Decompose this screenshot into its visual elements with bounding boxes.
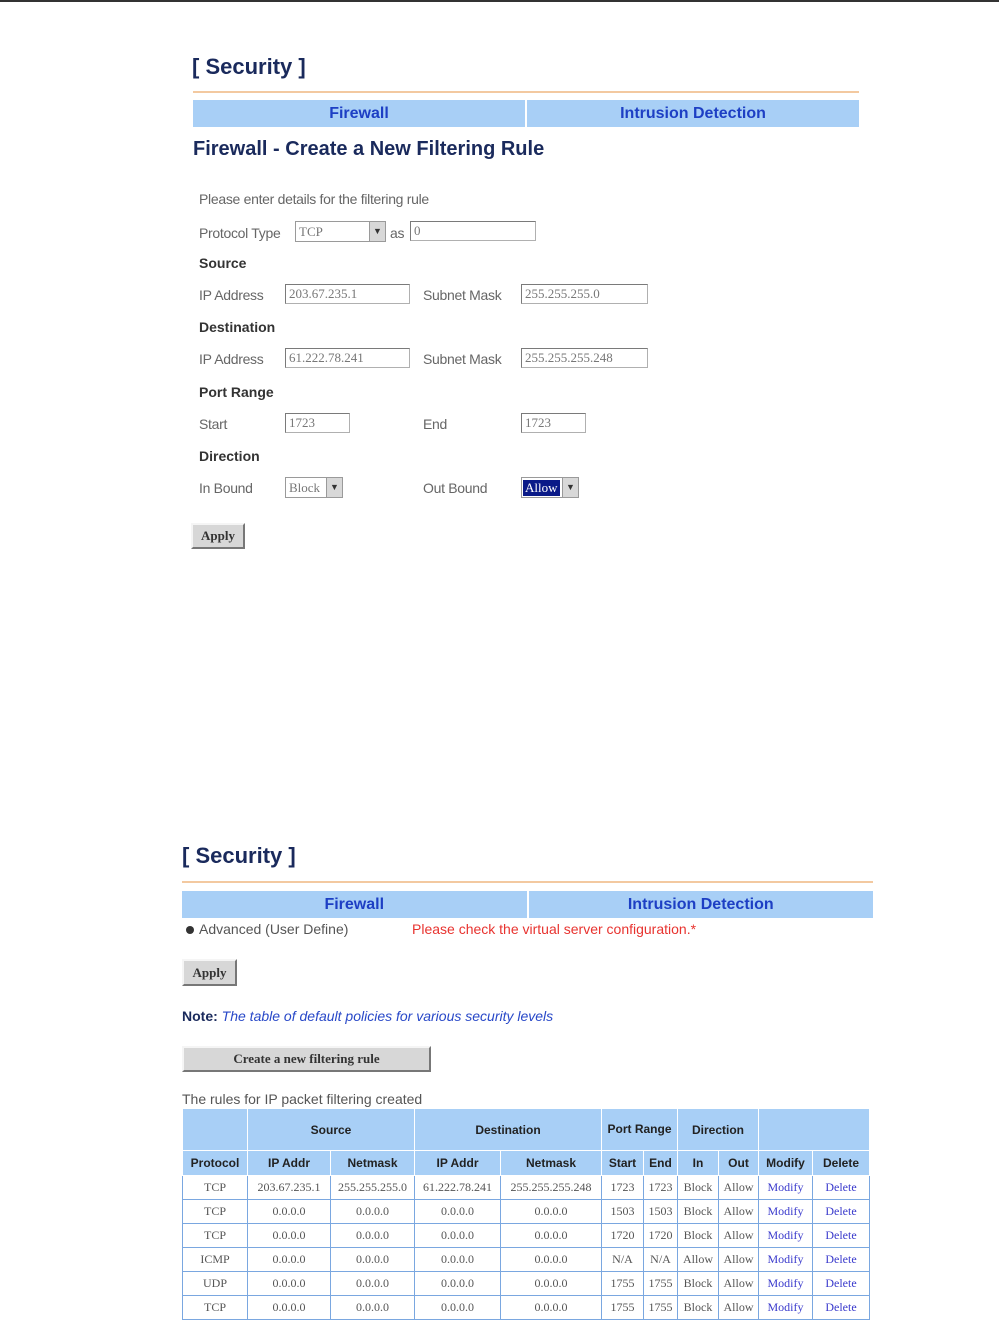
cell-dest-ip: 0.0.0.0	[415, 1248, 501, 1272]
delete-link[interactable]: Delete	[813, 1200, 870, 1224]
cell-dest-ip: 0.0.0.0	[415, 1272, 501, 1296]
delete-link[interactable]: Delete	[813, 1224, 870, 1248]
source-mask-input[interactable]: 255.255.255.0	[521, 284, 648, 304]
outbound-value: Allow	[525, 480, 558, 495]
table-row	[183, 1224, 870, 1248]
cell-direction-out: Allow	[719, 1248, 759, 1272]
cell-direction-in: Block	[678, 1296, 719, 1320]
cell-port-start: 1755	[602, 1296, 644, 1320]
empty-header-cell	[759, 1109, 870, 1151]
cell-direction-out: Allow	[719, 1200, 759, 1224]
section-title-bottom: [ Security ]	[182, 843, 296, 868]
modify-link[interactable]: Modify	[759, 1248, 813, 1272]
cell-direction-in: Allow	[678, 1248, 719, 1272]
source-ip-label: IP Address	[199, 287, 264, 303]
cell-source-ip: 0.0.0.0	[248, 1248, 331, 1272]
cell-direction-out: Allow	[719, 1296, 759, 1320]
source-group-header: Source	[248, 1109, 415, 1151]
modify-link[interactable]: Modify	[759, 1176, 813, 1200]
column-header-source-ip: IP Addr	[248, 1151, 331, 1176]
delete-link[interactable]: Delete	[813, 1272, 870, 1296]
source-mask-label: Subnet Mask	[423, 287, 502, 303]
start-port-input[interactable]: 1723	[285, 413, 350, 433]
start-port-label: Start	[199, 416, 228, 432]
cell-direction-out: Allow	[719, 1176, 759, 1200]
chevron-down-icon: ▼	[562, 478, 578, 497]
column-header-dest-netmask: Netmask	[501, 1151, 602, 1176]
column-header-direction-in: In	[678, 1151, 719, 1176]
cell-port-start: 1723	[602, 1176, 644, 1200]
default-policies-link[interactable]: The table of default policies for various security levels	[221, 1008, 554, 1024]
cell-source-netmask: 0.0.0.0	[331, 1248, 415, 1272]
column-header-dest-ip: IP Addr	[415, 1151, 501, 1176]
cell-protocol: TCP	[183, 1224, 248, 1248]
protocol-type-value: TCP	[299, 224, 323, 239]
cell-port-start: 1755	[602, 1272, 644, 1296]
table-row	[183, 1272, 870, 1296]
inbound-label: In Bound	[199, 480, 253, 496]
cell-direction-in: Block	[678, 1224, 719, 1248]
warning-message: Please check the virtual server configuration.*	[412, 921, 697, 937]
table-row	[183, 1296, 870, 1320]
dest-ip-input[interactable]: 61.222.78.241	[285, 348, 410, 368]
cell-dest-ip: 0.0.0.0	[415, 1296, 501, 1320]
destination-group-header: Destination	[415, 1109, 602, 1151]
source-ip-input[interactable]: 203.67.235.1	[285, 284, 410, 304]
cell-source-ip: 0.0.0.0	[248, 1296, 331, 1320]
cell-source-ip: 0.0.0.0	[248, 1200, 331, 1224]
cell-dest-ip: 61.222.78.241	[415, 1176, 501, 1200]
cell-port-start: 1503	[602, 1200, 644, 1224]
outbound-label: Out Bound	[423, 480, 488, 496]
apply-button-top[interactable]: Apply	[191, 523, 245, 549]
cell-protocol: TCP	[183, 1200, 248, 1224]
modify-link[interactable]: Modify	[759, 1296, 813, 1320]
tab-bar-top	[193, 100, 859, 127]
chevron-down-icon: ▼	[326, 478, 342, 497]
cell-protocol: ICMP	[183, 1248, 248, 1272]
protocol-number-input[interactable]: 0	[410, 221, 536, 241]
cell-dest-netmask: 0.0.0.0	[501, 1272, 602, 1296]
cell-dest-ip: 0.0.0.0	[415, 1200, 501, 1224]
cell-dest-netmask: 0.0.0.0	[501, 1224, 602, 1248]
end-port-input[interactable]: 1723	[521, 413, 586, 433]
cell-source-ip: 0.0.0.0	[248, 1272, 331, 1296]
port-range-group-header: Port Range	[602, 1109, 678, 1151]
note-line	[182, 1008, 553, 1024]
cell-protocol: TCP	[183, 1296, 248, 1320]
radio-label: Advanced (User Define)	[199, 921, 349, 937]
cell-dest-ip: 0.0.0.0	[415, 1224, 501, 1248]
column-header-delete: Delete	[813, 1151, 870, 1176]
divider-top	[193, 91, 859, 93]
port-range-heading: Port Range	[199, 384, 274, 400]
cell-dest-netmask: 0.0.0.0	[501, 1248, 602, 1272]
create-filtering-rule-button[interactable]: Create a new filtering rule	[182, 1046, 431, 1072]
delete-link[interactable]: Delete	[813, 1176, 870, 1200]
cell-dest-netmask: 255.255.255.248	[501, 1176, 602, 1200]
modify-link[interactable]: Modify	[759, 1272, 813, 1296]
cell-source-netmask: 255.255.255.0	[331, 1176, 415, 1200]
divider-bottom	[182, 881, 873, 883]
note-label: Note:	[182, 1008, 218, 1024]
cell-port-end: 1755	[644, 1296, 678, 1320]
cell-source-netmask: 0.0.0.0	[331, 1200, 415, 1224]
dest-mask-input[interactable]: 255.255.255.248	[521, 348, 648, 368]
direction-group-header: Direction	[678, 1109, 759, 1151]
table-row	[183, 1200, 870, 1224]
inbound-select[interactable]	[285, 477, 343, 498]
page-title: Firewall - Create a New Filtering Rule	[193, 138, 545, 160]
apply-button-bottom[interactable]: Apply	[182, 959, 237, 986]
table-row	[183, 1248, 870, 1272]
column-header-protocol: Protocol	[183, 1151, 248, 1176]
table-caption: The rules for IP packet filtering created	[182, 1091, 423, 1107]
cell-port-end: 1755	[644, 1272, 678, 1296]
direction-heading: Direction	[199, 448, 260, 464]
protocol-type-label: Protocol Type	[199, 225, 281, 241]
column-header-port-start: Start	[602, 1151, 644, 1176]
cell-port-end: 1503	[644, 1200, 678, 1224]
cell-direction-out: Allow	[719, 1224, 759, 1248]
table-column-header-row	[183, 1151, 870, 1176]
tab-firewall-top[interactable]: Firewall	[329, 105, 389, 122]
cell-port-end: 1723	[644, 1176, 678, 1200]
table-body	[183, 1176, 870, 1320]
cell-protocol: UDP	[183, 1272, 248, 1296]
cell-source-netmask: 0.0.0.0	[331, 1224, 415, 1248]
cell-source-netmask: 0.0.0.0	[331, 1272, 415, 1296]
cell-port-start: N/A	[602, 1248, 644, 1272]
tab-intrusion-detection-top[interactable]: Intrusion Detection	[525, 100, 859, 127]
cell-dest-netmask: 0.0.0.0	[501, 1200, 602, 1224]
page-top-rule	[0, 0, 999, 2]
tab-firewall-bottom[interactable]: Firewall	[324, 896, 385, 913]
dest-mask-label: Subnet Mask	[423, 351, 502, 367]
table-group-header-row	[183, 1109, 870, 1151]
inbound-value: Block	[289, 480, 321, 495]
filtering-rules-table	[182, 1108, 870, 1320]
cell-source-ip: 203.67.235.1	[248, 1176, 331, 1200]
end-port-label: End	[423, 416, 448, 432]
cell-direction-in: Block	[678, 1272, 719, 1296]
delete-link[interactable]: Delete	[813, 1296, 870, 1320]
source-heading: Source	[199, 255, 247, 271]
outbound-select[interactable]	[521, 477, 579, 498]
chevron-down-icon: ▼	[369, 222, 385, 241]
radio-selected-icon	[186, 926, 194, 934]
cell-direction-out: Allow	[719, 1272, 759, 1296]
column-header-source-netmask: Netmask	[331, 1151, 415, 1176]
column-header-port-end: End	[644, 1151, 678, 1176]
cell-direction-in: Block	[678, 1176, 719, 1200]
cell-source-netmask: 0.0.0.0	[331, 1296, 415, 1320]
delete-link[interactable]: Delete	[813, 1248, 870, 1272]
modify-link[interactable]: Modify	[759, 1200, 813, 1224]
table-row	[183, 1176, 870, 1200]
section-title-top: [ Security ]	[192, 54, 306, 79]
cell-port-end: N/A	[644, 1248, 678, 1272]
tab-bar-bottom	[182, 891, 873, 918]
cell-direction-in: Block	[678, 1200, 719, 1224]
protocol-type-select[interactable]	[295, 221, 386, 242]
intro-text: Please enter details for the filtering rule	[199, 191, 429, 207]
modify-link[interactable]: Modify	[759, 1224, 813, 1248]
cell-port-end: 1720	[644, 1224, 678, 1248]
column-header-direction-out: Out	[719, 1151, 759, 1176]
empty-header-cell	[183, 1109, 248, 1151]
as-label: as	[390, 225, 405, 241]
column-header-modify: Modify	[759, 1151, 813, 1176]
cell-dest-netmask: 0.0.0.0	[501, 1296, 602, 1320]
destination-heading: Destination	[199, 319, 276, 335]
dest-ip-label: IP Address	[199, 351, 264, 367]
security-level-radio[interactable]	[186, 921, 348, 937]
cell-protocol: TCP	[183, 1176, 248, 1200]
cell-source-ip: 0.0.0.0	[248, 1224, 331, 1248]
cell-port-start: 1720	[602, 1224, 644, 1248]
tab-intrusion-detection-bottom[interactable]: Intrusion Detection	[527, 891, 874, 918]
